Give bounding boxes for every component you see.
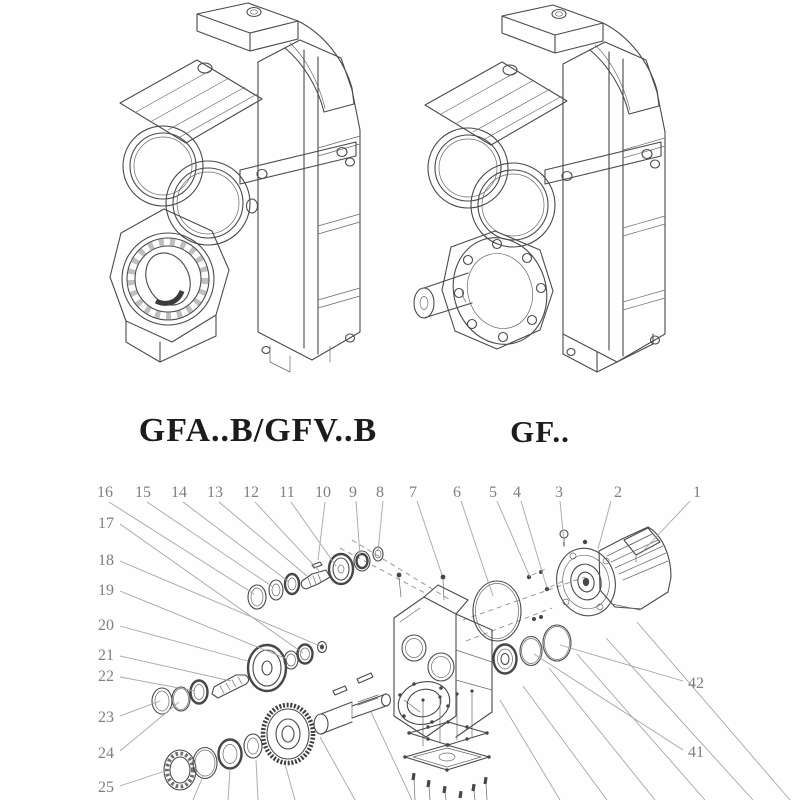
leader-line-2 — [598, 501, 611, 549]
gearbox-solid-shaft-drawing — [414, 5, 665, 372]
leader-line-1 — [643, 501, 690, 551]
callout-number-9: 9 — [349, 484, 357, 501]
callout-number-22: 22 — [98, 668, 114, 685]
leader-line-41 — [534, 654, 683, 750]
callout-number-11: 11 — [279, 484, 295, 501]
callout-number-18: 18 — [98, 552, 114, 569]
callout-number-10: 10 — [315, 484, 331, 501]
leader-line-4 — [521, 501, 547, 588]
callout-number-41: 41 — [688, 744, 704, 761]
output-shaft-assembly — [164, 673, 391, 790]
callout-number-19: 19 — [98, 582, 114, 599]
gasket-and-cover-parts — [403, 720, 490, 800]
leader-line-9 — [356, 501, 360, 556]
callout-number-8: 8 — [376, 484, 384, 501]
leader-line-6 — [461, 501, 493, 596]
leader-line-20 — [120, 626, 248, 661]
callout-number-16: 16 — [97, 484, 113, 501]
callout-number-20: 20 — [98, 617, 114, 634]
leader-line-16 — [109, 502, 254, 594]
callout-number-25: 25 — [98, 779, 114, 796]
leader-line-12 — [255, 502, 320, 572]
figure-label-gf: GF.. — [510, 414, 570, 449]
gear-housing-part — [393, 573, 492, 746]
leader-line-8 — [378, 501, 383, 551]
callout-number-42: 42 — [688, 675, 704, 692]
input-shaft-assembly — [248, 547, 383, 609]
callout-number-21: 21 — [98, 647, 114, 664]
leader-line-10 — [318, 502, 325, 560]
callout-number-24: 24 — [98, 745, 114, 762]
motor-side-rings — [473, 530, 587, 674]
callout-number-1: 1 — [693, 484, 701, 501]
leader-line-24 — [120, 702, 179, 751]
callout-number-17: 17 — [98, 515, 114, 532]
callout-number-15: 15 — [135, 484, 151, 501]
callout-layer — [97, 484, 704, 796]
leader-line-25 — [120, 771, 165, 786]
callout-number-14: 14 — [171, 484, 187, 501]
cover-bolts — [411, 773, 487, 800]
callout-number-2: 2 — [614, 484, 622, 501]
leader-line-15 — [147, 502, 273, 587]
callout-number-5: 5 — [489, 484, 497, 501]
callout-number-4: 4 — [513, 484, 521, 501]
callout-number-6: 6 — [453, 484, 461, 501]
leader-line-5 — [497, 501, 530, 577]
exploded-view — [97, 484, 790, 800]
leader-line-7 — [417, 501, 442, 575]
leader-line-14 — [183, 502, 289, 582]
leader-line-42 — [560, 645, 683, 681]
callout-number-3: 3 — [555, 484, 563, 501]
leader-line-21 — [120, 656, 231, 681]
gearbox-hollow-shaft-drawing — [110, 3, 360, 372]
callout-number-13: 13 — [207, 484, 223, 501]
callout-number-7: 7 — [409, 484, 417, 501]
leader-line-11 — [291, 502, 336, 566]
callout-number-23: 23 — [98, 709, 114, 726]
callout-number-12: 12 — [243, 484, 259, 501]
motor-part — [550, 527, 671, 622]
figure-label-gfab: GFA..B/GFV..B — [138, 412, 378, 449]
